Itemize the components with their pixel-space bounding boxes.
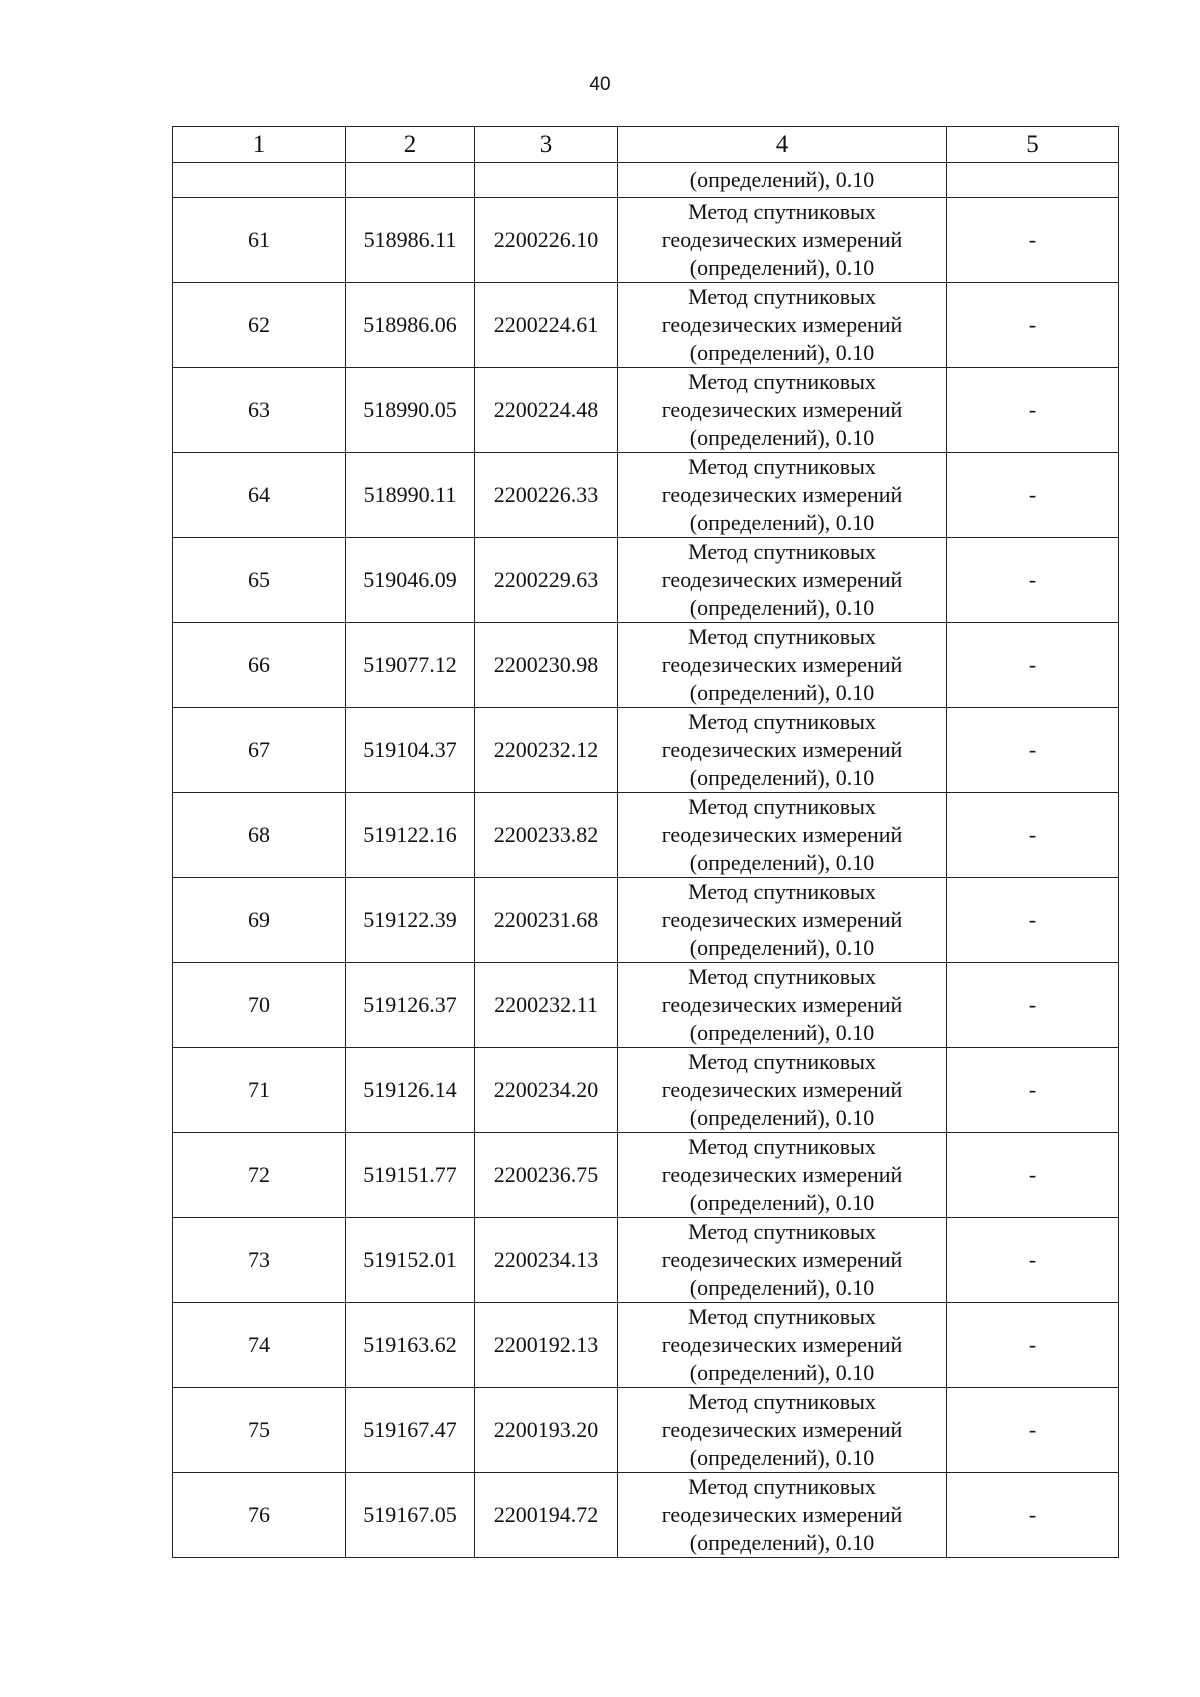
- point-number-cell: 70: [173, 963, 346, 1048]
- method-line: (определений), 0.10: [689, 425, 875, 450]
- column-header: 3: [475, 127, 618, 163]
- method-line: (определений), 0.10: [689, 850, 875, 875]
- y-coordinate-cell: 2200224.61: [475, 283, 618, 368]
- y-coordinate-cell: 2200229.63: [475, 538, 618, 623]
- extra-cell: -: [947, 1048, 1119, 1133]
- y-coordinate-cell: 2200193.20: [475, 1388, 618, 1473]
- x-coordinate-cell: 518990.11: [346, 453, 475, 538]
- method-line: (определений), 0.10: [689, 935, 875, 960]
- method-line: (определений), 0.10: [689, 1275, 875, 1300]
- extra-cell: -: [947, 198, 1119, 283]
- method-line: (определений), 0.10: [689, 1360, 875, 1385]
- method-line: (определений), 0.10: [689, 340, 875, 365]
- method-line: геодезических измерений: [661, 1417, 903, 1442]
- point-number-cell: 64: [173, 453, 346, 538]
- y-coordinate-cell: 2200236.75: [475, 1133, 618, 1218]
- method-line: Метод спутниковых: [688, 709, 876, 734]
- method-cell: [618, 1388, 947, 1473]
- method-line: Метод спутниковых: [688, 1134, 876, 1159]
- method-line: (определений), 0.10: [689, 765, 875, 790]
- method-line: (определений), 0.10: [689, 680, 875, 705]
- extra-cell: [947, 163, 1119, 198]
- extra-cell: -: [947, 878, 1119, 963]
- point-number-cell: 74: [173, 1303, 346, 1388]
- method-cell: [618, 708, 947, 793]
- point-number-cell: 62: [173, 283, 346, 368]
- point-number-cell: 63: [173, 368, 346, 453]
- method-line: (определений), 0.10: [689, 1530, 875, 1555]
- extra-cell: -: [947, 368, 1119, 453]
- x-coordinate-cell: 519122.39: [346, 878, 475, 963]
- y-coordinate-cell: 2200224.48: [475, 368, 618, 453]
- table-row: [173, 963, 1119, 1048]
- table-row: [173, 198, 1119, 283]
- x-coordinate-cell: 519151.77: [346, 1133, 475, 1218]
- point-number-cell: 75: [173, 1388, 346, 1473]
- method-cell: [618, 963, 947, 1048]
- method-cell: [618, 538, 947, 623]
- method-cell: [618, 1048, 947, 1133]
- method-line: геодезических измерений: [661, 567, 903, 592]
- method-line: геодезических измерений: [661, 227, 903, 252]
- extra-cell: -: [947, 538, 1119, 623]
- x-coordinate-cell: 519046.09: [346, 538, 475, 623]
- x-coordinate-cell: [346, 163, 475, 198]
- method-line: геодезических измерений: [661, 312, 903, 337]
- method-line: Метод спутниковых: [688, 1049, 876, 1074]
- method-cell: [618, 793, 947, 878]
- method-line: (определений), 0.10: [689, 1445, 875, 1470]
- method-line: (определений), 0.10: [689, 1190, 875, 1215]
- point-number-cell: 66: [173, 623, 346, 708]
- method-line: геодезических измерений: [661, 652, 903, 677]
- table-row: [173, 453, 1119, 538]
- coordinates-table: [172, 126, 1119, 1558]
- point-number-cell: 67: [173, 708, 346, 793]
- column-header: 5: [947, 127, 1119, 163]
- method-cell: [618, 198, 947, 283]
- extra-cell: -: [947, 1388, 1119, 1473]
- method-cell: [618, 878, 947, 963]
- method-line: геодезических измерений: [661, 1332, 903, 1357]
- extra-cell: -: [947, 963, 1119, 1048]
- method-line: Метод спутниковых: [688, 539, 876, 564]
- method-cell: [618, 1303, 947, 1388]
- y-coordinate-cell: 2200232.11: [475, 963, 618, 1048]
- table-row: [173, 1473, 1119, 1558]
- table-row: [173, 1388, 1119, 1473]
- y-coordinate-cell: [475, 163, 618, 198]
- method-cell: [618, 1133, 947, 1218]
- method-cell: [618, 1473, 947, 1558]
- method-line: геодезических измерений: [661, 737, 903, 762]
- table-header-row: [173, 127, 1119, 163]
- extra-cell: -: [947, 1473, 1119, 1558]
- method-line: геодезических измерений: [661, 397, 903, 422]
- method-line: (определений), 0.10: [689, 255, 875, 280]
- method-line: Метод спутниковых: [688, 454, 876, 479]
- x-coordinate-cell: 519104.37: [346, 708, 475, 793]
- extra-cell: -: [947, 1303, 1119, 1388]
- point-number-cell: 71: [173, 1048, 346, 1133]
- y-coordinate-cell: 2200230.98: [475, 623, 618, 708]
- x-coordinate-cell: 519126.37: [346, 963, 475, 1048]
- method-line: геодезических измерений: [661, 1247, 903, 1272]
- table-row: [173, 1048, 1119, 1133]
- method-line: Метод спутниковых: [688, 1304, 876, 1329]
- y-coordinate-cell: 2200232.12: [475, 708, 618, 793]
- method-cell: [618, 1218, 947, 1303]
- page-number: 40: [589, 74, 611, 95]
- y-coordinate-cell: 2200192.13: [475, 1303, 618, 1388]
- method-line: геодезических измерений: [661, 1077, 903, 1102]
- table-body: [173, 127, 1119, 1558]
- method-cell: [618, 283, 947, 368]
- method-line: Метод спутниковых: [688, 369, 876, 394]
- extra-cell: -: [947, 453, 1119, 538]
- y-coordinate-cell: 2200226.10: [475, 198, 618, 283]
- extra-cell: -: [947, 1133, 1119, 1218]
- method-line: (определений), 0.10: [689, 510, 875, 535]
- table-row: [173, 878, 1119, 963]
- table-row: [173, 793, 1119, 878]
- method-line: (определений), 0.10: [689, 595, 875, 620]
- method-cell: [618, 453, 947, 538]
- extra-cell: -: [947, 708, 1119, 793]
- method-line: Метод спутниковых: [688, 794, 876, 819]
- y-coordinate-cell: 2200231.68: [475, 878, 618, 963]
- y-coordinate-cell: 2200234.20: [475, 1048, 618, 1133]
- x-coordinate-cell: 518990.05: [346, 368, 475, 453]
- table-row: [173, 1303, 1119, 1388]
- point-number-cell: 69: [173, 878, 346, 963]
- table-row: [173, 283, 1119, 368]
- extra-cell: -: [947, 623, 1119, 708]
- method-line: Метод спутниковых: [688, 624, 876, 649]
- x-coordinate-cell: 518986.11: [346, 198, 475, 283]
- x-coordinate-cell: 519163.62: [346, 1303, 475, 1388]
- continuation-row: [173, 163, 1119, 198]
- point-number-cell: 76: [173, 1473, 346, 1558]
- table-row: [173, 368, 1119, 453]
- extra-cell: -: [947, 1218, 1119, 1303]
- method-line: Метод спутниковых: [688, 284, 876, 309]
- method-line: (определений), 0.10: [689, 1105, 875, 1130]
- y-coordinate-cell: 2200226.33: [475, 453, 618, 538]
- x-coordinate-cell: 519126.14: [346, 1048, 475, 1133]
- point-number-cell: 61: [173, 198, 346, 283]
- table-row: [173, 1133, 1119, 1218]
- x-coordinate-cell: 519152.01: [346, 1218, 475, 1303]
- y-coordinate-cell: 2200234.13: [475, 1218, 618, 1303]
- table-row: [173, 708, 1119, 793]
- method-line: геодезических измерений: [661, 1162, 903, 1187]
- method-line: Метод спутниковых: [688, 199, 876, 224]
- point-number-cell: 72: [173, 1133, 346, 1218]
- method-line: геодезических измерений: [661, 992, 903, 1017]
- method-line: Метод спутниковых: [688, 1474, 876, 1499]
- y-coordinate-cell: 2200194.72: [475, 1473, 618, 1558]
- column-header: 2: [346, 127, 475, 163]
- method-line: Метод спутниковых: [688, 879, 876, 904]
- x-coordinate-cell: 519077.12: [346, 623, 475, 708]
- method-cell: (определений), 0.10: [618, 163, 947, 198]
- table-row: [173, 538, 1119, 623]
- method-cell: [618, 368, 947, 453]
- point-number-cell: [173, 163, 346, 198]
- method-cell: [618, 623, 947, 708]
- point-number-cell: 73: [173, 1218, 346, 1303]
- method-line: (определений), 0.10: [689, 1020, 875, 1045]
- method-line: геодезических измерений: [661, 907, 903, 932]
- method-line: геодезических измерений: [661, 822, 903, 847]
- method-line: геодезических измерений: [661, 1502, 903, 1527]
- x-coordinate-cell: 519167.05: [346, 1473, 475, 1558]
- table-row: [173, 1218, 1119, 1303]
- method-line: геодезических измерений: [661, 482, 903, 507]
- x-coordinate-cell: 518986.06: [346, 283, 475, 368]
- y-coordinate-cell: 2200233.82: [475, 793, 618, 878]
- x-coordinate-cell: 519167.47: [346, 1388, 475, 1473]
- column-header: 4: [618, 127, 947, 163]
- method-line: Метод спутниковых: [688, 1219, 876, 1244]
- x-coordinate-cell: 519122.16: [346, 793, 475, 878]
- table-row: [173, 623, 1119, 708]
- column-header: 1: [173, 127, 346, 163]
- point-number-cell: 65: [173, 538, 346, 623]
- method-line: Метод спутниковых: [688, 1389, 876, 1414]
- point-number-cell: 68: [173, 793, 346, 878]
- extra-cell: -: [947, 793, 1119, 878]
- extra-cell: -: [947, 283, 1119, 368]
- method-line: Метод спутниковых: [688, 964, 876, 989]
